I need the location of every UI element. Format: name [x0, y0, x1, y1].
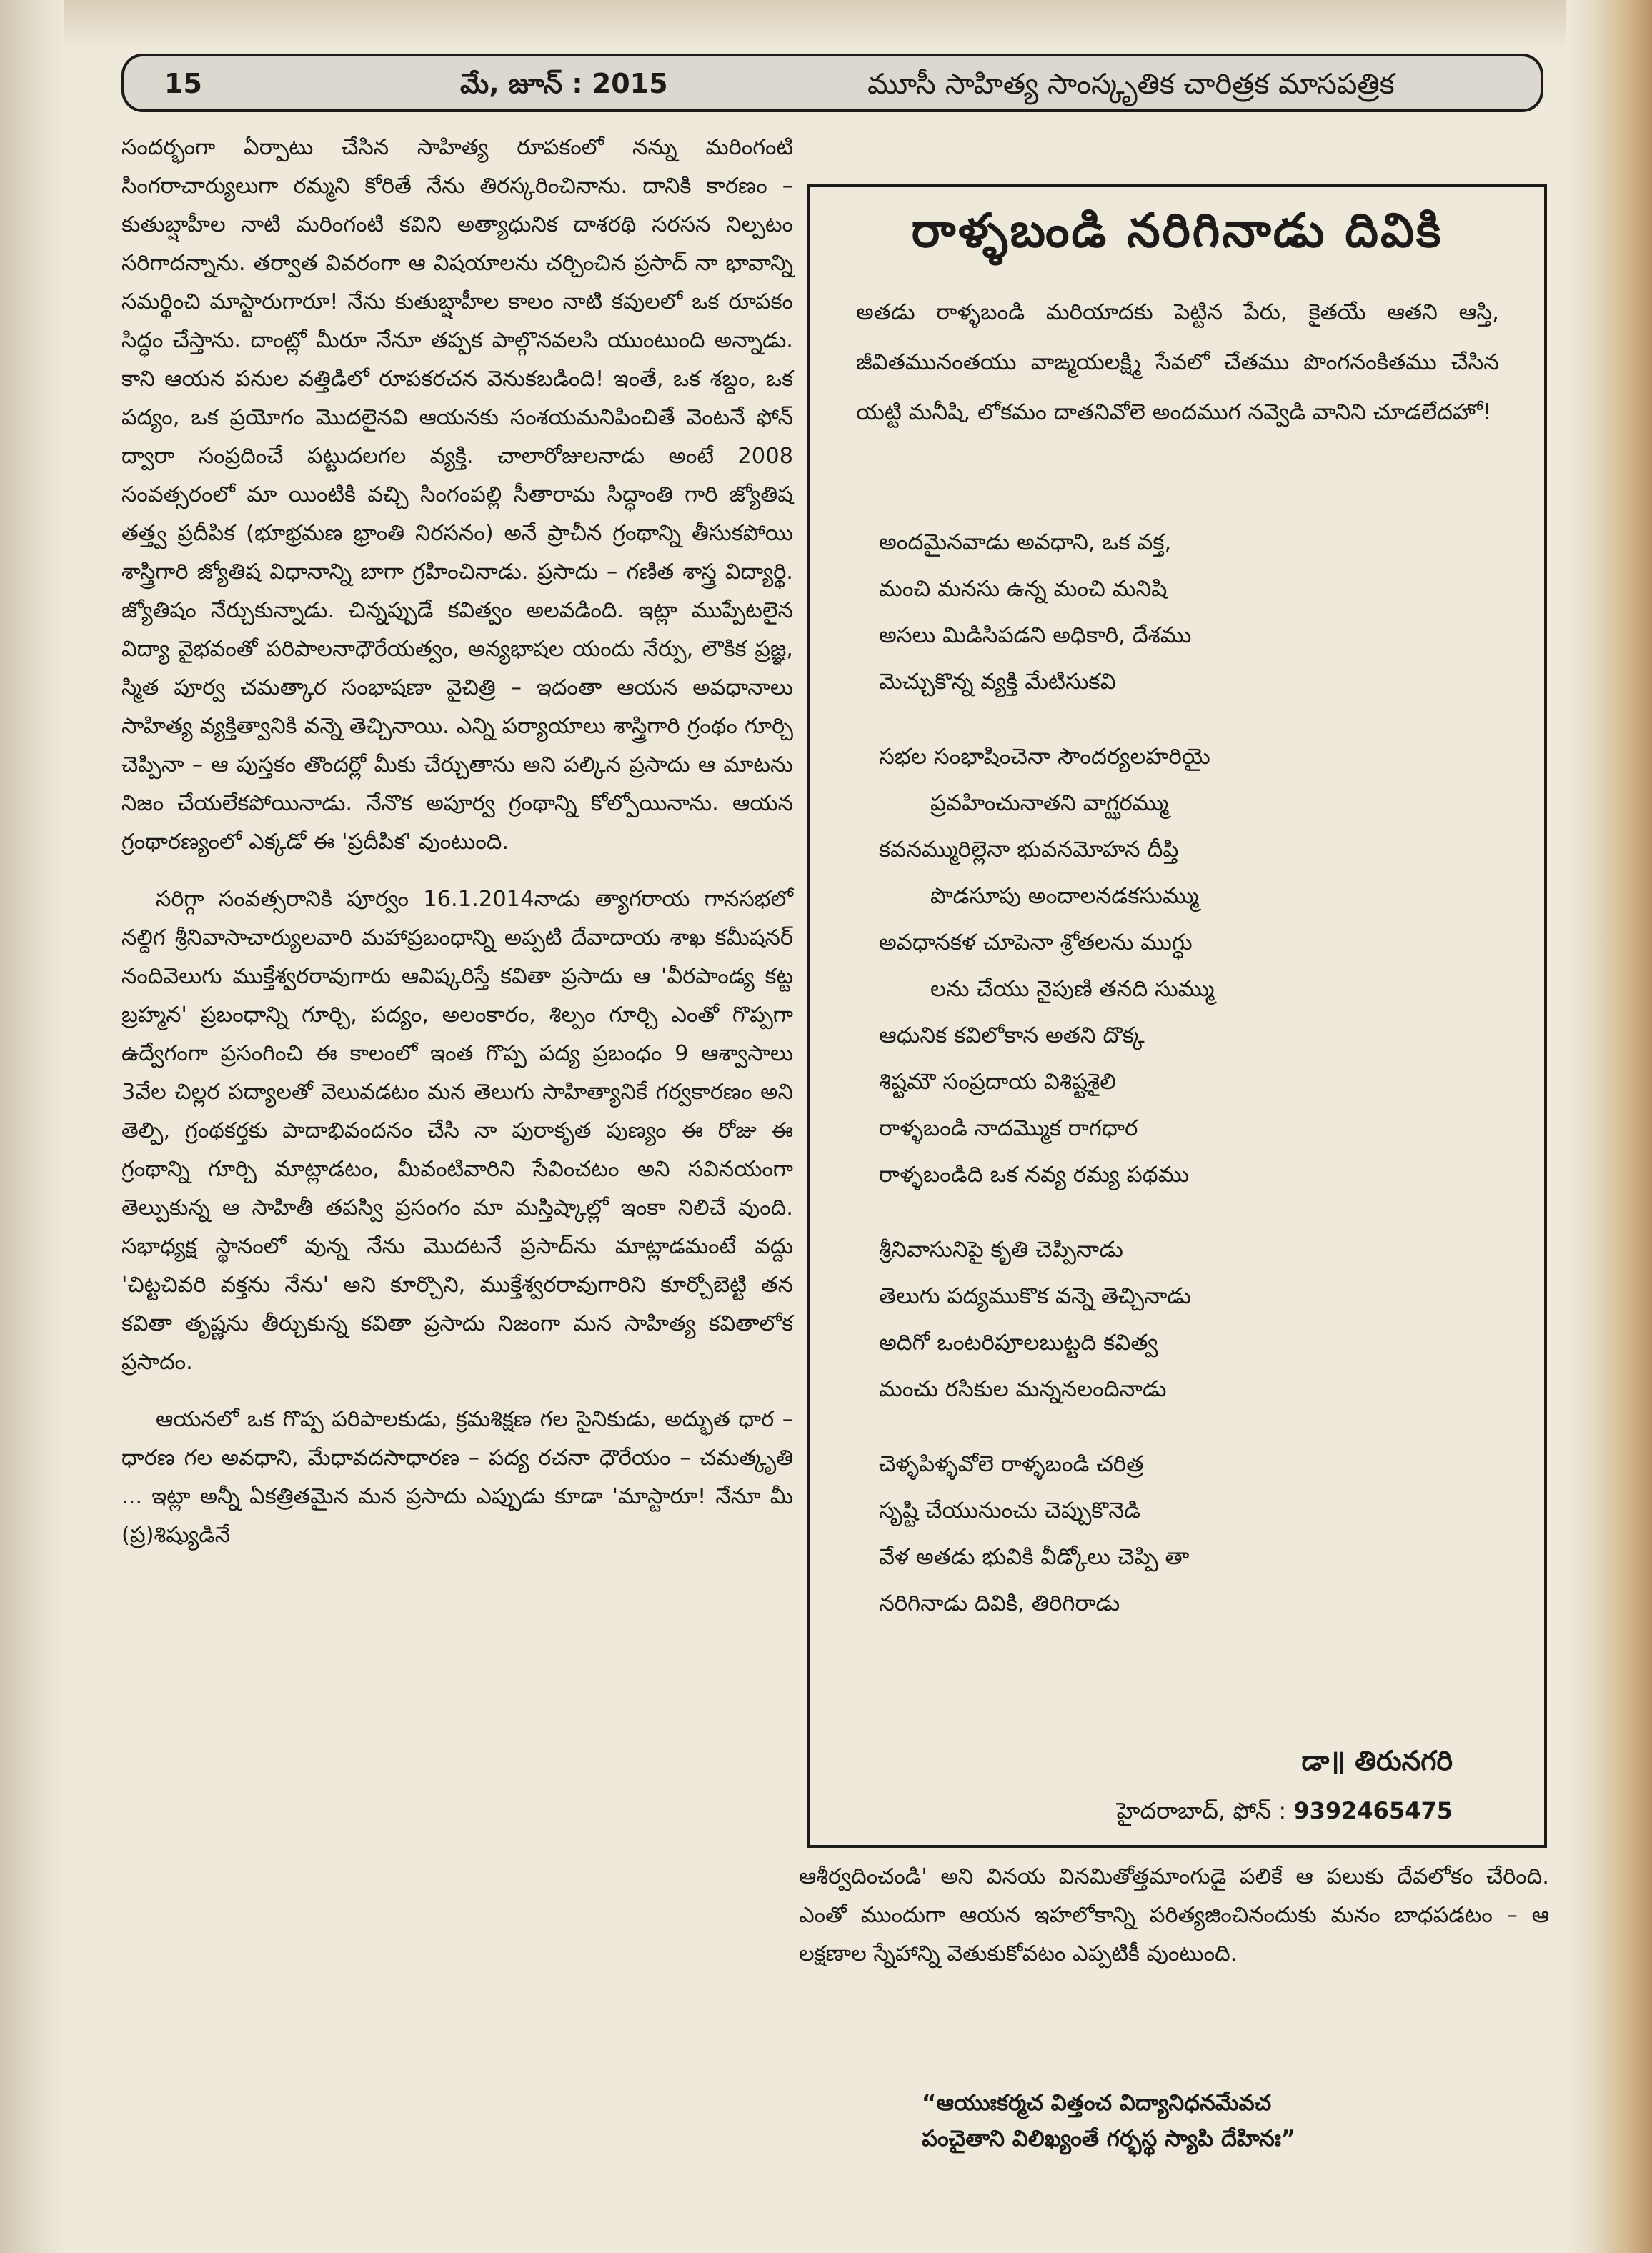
right-article-continuation [799, 1858, 1549, 1974]
poem-stanzas [879, 519, 1522, 1656]
poem-line: కవనమ్మురిల్లెనా భువనమోహన దీప్తి [879, 837, 1179, 862]
shloka-line: పంచైతాని విలిఖ్యంతే గర్భస్థ స్యాపి దేహినః” [922, 2126, 1296, 2152]
poem-line: అదిగో ఒంటరిపూలబుట్టది కవిత్వ [879, 1330, 1158, 1356]
page-edge-left [0, 0, 64, 2253]
article-paragraph: ఆశీర్వదించండి' అని వినయ వినమితోత్తమాంగుడై పలికే ఆ పలుకు దేవలోకం చేరింది. ఎంతో ముందుగా ఆయన ఇహలోకాన్ని పరిత్యజించినందుకు మనం బాధపడటం – ఆ లక్షణాల స్నేహాన్ని వెతుకుకోవటం ఎప్పటికీ వుంటుంది. [799, 1864, 1549, 1966]
article-paragraph: సరిగ్గా సంవత్సరానికి పూర్వం 16.1.2014నాడు త్యాగరాయ గానసభలో నల్దిగ శ్రీనివాసాచార్యులవారి మహాప్రబంధాన్ని అప్పటి దేవాదాయ శాఖ కమీషనర్ నందివెలుగు ముక్తేశ్వరరావుగారు ఆవిష్కరిస్తే కవితా ప్రసాదు ఆ 'వీరపాండ్య కట్ట బ్రహ్మన' ప్రబంధాన్ని గూర్చి, పద్యం, అలంకారం, శిల్పం గూర్చి ఎంతో గొప్పగా ఉద్వేగంగా ప్రసంగించి ఈ కాలంలో ఇంత గొప్ప పద్య ప్రబంధం 9 ఆశ్వాసాలు 3వేల చిల్లర పద్యాలతో వెలువడటం మన తెలుగు సాహిత్యానికే గర్వకారణం అని తెల్పి, గ్రంథకర్తకు పాదాభివందనం చేసి నా పురాకృత పుణ్యం ఈ రోజు ఈ గ్రంథాన్ని గూర్చి మాట్లాడటం, మీవంటివారిని సేవించటం అని సవినయంగా తెల్పుకున్న ఆ సాహితీ తపస్వి ప్రసంగం మా మస్తిష్కాల్లో ఇంకా నిలిచే వుంది. సభాధ్యక్ష స్థానంలో వున్న నేను మొదటనే ప్రసాద్‌ను మాట్లాడమంటే వద్దు 'చిట్టచివరి వక్తను నేను' అని కూర్చొని, ముక్తేశ్వరరావుగారిని కూర్చోబెట్టి తన కవితా తృష్ణను తీర్చుకున్న కవితా ప్రసాదు నిజంగా మన సాహిత్య కవితాలోక ప్రసాదం. [121, 887, 793, 1375]
poem-line: అవధానకళ చూపెనా శ్రోతలను ముగ్ధు [879, 930, 1193, 955]
poem-line: సృష్టి చేయునుంచు చెప్పుకొనెడి [879, 1498, 1141, 1523]
article-paragraph: ఆయనలో ఒక గొప్ప పరిపాలకుడు, క్రమశిక్షణ గల సైనికుడు, అద్భుత ధార – ధారణ గల అవధాని, మేధావదసాధారణ – పద్య రచనా ధౌరేయం – చమత్కృతి ... ఇట్లా అన్నీ ఏకత్రితమైన మన ప్రసాదు ఎప్పుడు కూడా 'మాస్టారూ! నేనూ మీ (ప్ర)శిష్యుడినే [121, 1407, 793, 1548]
poem-line: తెలుగు పద్యముకొక వన్నె తెచ్చినాడు [879, 1283, 1192, 1309]
page-header-banner [121, 54, 1543, 112]
poem-line: మంచి మనసు ఉన్న మంచి మనిషి [879, 576, 1168, 602]
page-edge-top [0, 0, 1652, 50]
poem-stanza [879, 734, 1522, 1198]
poem-line: ప్రవహించునాతని వాగ్ఝరమ్ము [930, 790, 1169, 816]
page-edge-right [1566, 0, 1652, 2253]
poem-line: సభల సంభాషించెనా సౌందర్యలహరియై [879, 744, 1210, 770]
poem-title: రాళ్ళబండి నరిగినాడు దివికి [911, 203, 1443, 258]
author-contact [1116, 1797, 1453, 1830]
poem-line: శిష్టమౌ సంప్రదాయ విశిష్టశైలి [879, 1069, 1116, 1095]
article-paragraph: సందర్భంగా ఏర్పాటు చేసిన సాహిత్య రూపకంలో నన్ను మరింగంటి సింగరాచార్యులుగా రమ్మని కోరితే నేను తిరస్కరించినాను. దానికి కారణం – కుతుబ్షాహీల నాటి మరింగంటి కవిని అత్యాధునిక దాశరథి సరసన నిల్పటం సరిగాదన్నాను. తర్వాత వివరంగా ఆ విషయాలను చర్చించిన ప్రసాద్ నా భావాన్ని సమర్థించి మాస్టారుగారూ! నేను కుతుబ్షాహీల కాలం నాటి కవులలో ఒక రూపకం సిద్ధం చేస్తాను. దాంట్లో మీరూ నేనూ తప్పక పాల్గొనవలసి యుంటుంది అన్నాడు. కాని ఆయన పనుల వత్తిడిలో రూపకరచన వెనుకబడింది! ఇంతే, ఒక శబ్దం, ఒక పద్యం, ఒక ప్రయోగం మొదలైనవి ఆయనకు సంశయమనిపించితే వెంటనే ఫోన్ ద్వారా సంప్రదించే పట్టుదలగల వ్యక్తి. చాలారోజులనాడు అంటే 2008 సంవత్సరంలో మా యింటికి వచ్చి సింగంపల్లి సీతారామ సిద్ధాంతి గారి జ్యోతిష తత్త్వ ప్రదీపిక (భూభ్రమణ భ్రాంతి నిరసనం) అనే ప్రాచీన గ్రంథాన్ని తీసుకపోయి శాస్త్రిగారి జ్యోతిష విధానాన్ని బాగా గ్రహించినాడు. ప్రసాదు – గణిత శాస్త్ర విద్యార్థి. జ్యోతిషం నేర్చుకున్నాడు. చిన్నప్పుడే కవిత్వం అలవడింది. ఇట్లా ముప్పేటలైన విద్యా వైభవంతో పరిపాలనాధౌరేయత్వం, అన్యభాషల యందు నేర్పు, లౌకిక ప్రజ్ఞ, స్మిత పూర్వ చమత్కార సంభాషణా వైచిత్రి – ఇదంతా ఆయన అవధానాలు సాహిత్య వ్యక్తిత్వానికి వన్నె తెచ్చినాయి. ఎన్ని పర్యాయాలు శాస్త్రిగారి గ్రంథం గూర్చి చెప్పినా – ఆ పుస్తకం తొందర్లో మీకు చేర్చుతాను అని పల్కిన ప్రసాదు ఆ మాటను నిజం చేయలేకపోయినాడు. నేనొక అపూర్వ గ్రంథాన్ని కోల్పోయినాను. ఆయన గ్రంథారణ్యంలో ఎక్కడో ఈ 'ప్రదీపిక' వుంటుంది. [121, 135, 793, 855]
page-number: 15 [164, 68, 202, 99]
poem-line: పొడసూపు అందాలనడకసుమ్ము [930, 883, 1199, 909]
poem-line: రాళ్ళబండిది ఒక నవ్య రమ్య పథము [879, 1162, 1190, 1188]
magazine-title: మూసీ సాహిత్య సాంస్కృతిక చారిత్రక మాసపత్రిక [867, 68, 1395, 101]
poem-line: చెళ్ళపిళ్ళవోలె రాళ్ళబండి చరిత్ర [879, 1451, 1144, 1477]
issue-date: మే, జూన్ : 2015 [460, 68, 668, 99]
poem-line: మంచు రసికుల మన్ననలందినాడు [879, 1376, 1167, 1402]
shloka-line: “ఆయుఃకర్మచ విత్తంచ విద్యానిధనమేవచ [922, 2090, 1272, 2116]
closing-shloka [922, 2085, 1536, 2157]
author-phone: 9392465475 [1293, 1797, 1453, 1824]
poem-line: అసలు మిడిసిపడని అధికారి, దేశము [879, 622, 1192, 648]
poem-stanza [879, 1227, 1522, 1413]
poem-line: శ్రీనివాసునిపై కృతి చెప్పినాడు [879, 1237, 1123, 1263]
poem-stanza [879, 519, 1522, 705]
poem-box [807, 184, 1547, 1848]
poem-stanza [879, 1441, 1522, 1627]
left-article-column [121, 129, 793, 1555]
poem-line: వేళ అతడు భువికి వీడ్కోలు చెప్పి తా [879, 1544, 1190, 1570]
poem-line: అందమైనవాడు అవధాని, ఒక వక్త, [879, 529, 1172, 555]
poem-line: ఆధునిక కవిలోకాన అతని దొక్క [879, 1023, 1145, 1048]
poem-intro-verse: అతడు రాళ్ళబండి మరియాదకు పెట్టిన పేరు, కైతయే ఆతని ఆస్తి, జీవితమునంతయు వాఙ్మయలక్ష్మి సేవలో చేతము పొంగనంకితము చేసిన యట్టి మనీషి, లోకమం దాతనివోలె అందముగ నవ్వెడి వానిని చూడలేదహో! [856, 299, 1499, 425]
poem-line: రాళ్ళబండి నాదమ్మొక రాగధార [879, 1115, 1138, 1141]
poem-author: డా॥ తిరునగరి [1301, 1745, 1453, 1776]
author-place: హైదరాబాద్, ఫోన్ : [1116, 1797, 1287, 1824]
poem-line: మెచ్చుకొన్న వ్యక్తి మేటిసుకవి [879, 669, 1116, 695]
poem-line: లను చేయు నైపుణి తనది సుమ్ము [930, 976, 1215, 1002]
poem-line: నరిగినాడు దివికి, తిరిగిరాడు [879, 1591, 1120, 1616]
